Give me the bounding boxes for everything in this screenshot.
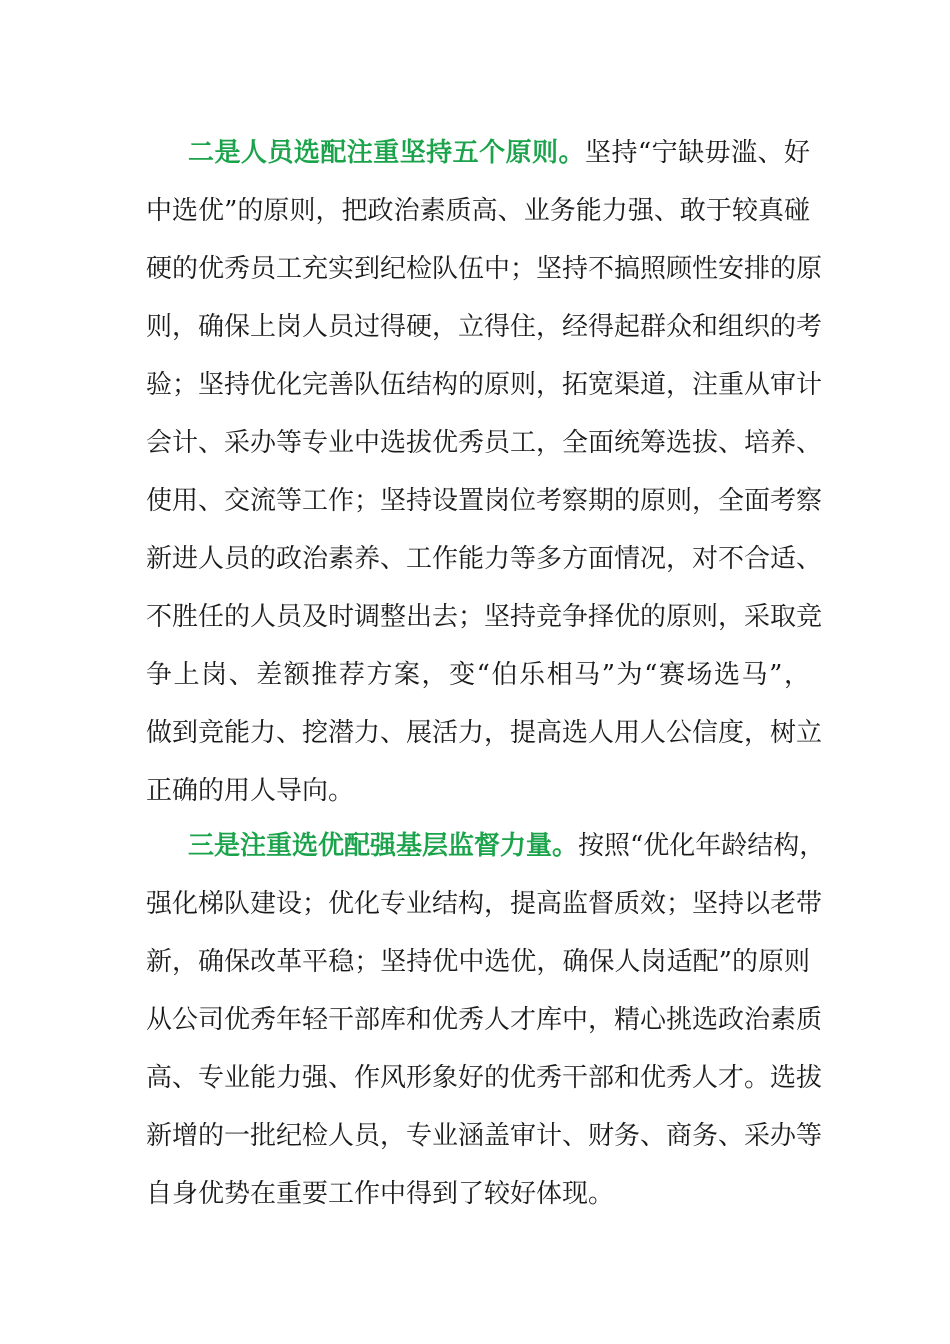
paragraph-grassroots-supervision [146, 817, 826, 1223]
text-line: 强化梯队建设；优化专业结构，提高监督质效；坚持以老带 [146, 889, 823, 919]
text-line: 验；坚持优化完善队伍结构的原则，拓宽渠道，注重从审计 [146, 370, 823, 400]
paragraph-personnel-selection [146, 124, 823, 820]
body-text: 坚持“宁缺毋滥、好 [584, 138, 810, 168]
text-line: 自身优势在重要工作中得到了较好体现。 [146, 1179, 615, 1209]
text-line: 争上岗、差额推荐方案，变“伯乐相马”为“赛场选马”， [146, 660, 810, 690]
text-line: 硬的优秀员工充实到纪检队伍中；坚持不搞照顾性安排的原 [146, 254, 823, 284]
text-line: 使用、交流等工作；坚持设置岗位考察期的原则，全面考察 [146, 486, 823, 516]
text-line: 中选优”的原则，把政治素质高、业务能力强、敢于较真碰 [146, 196, 810, 226]
paragraph-first-line [146, 124, 810, 182]
text-line: 新增的一批纪检人员，专业涵盖审计、财务、商务、采办等 [146, 1121, 823, 1151]
text-line: 新，确保改革平稳；坚持优中选优，确保人岗适配”的原则 [146, 947, 810, 977]
lead-heading: 二是人员选配注重坚持五个原则。 [188, 138, 585, 168]
lead-heading: 三是注重选优配强基层监督力量。 [188, 831, 579, 861]
text-line: 不胜任的人员及时调整出去；坚持竞争择优的原则，采取竞 [146, 602, 823, 632]
paragraph-first-line [146, 817, 826, 875]
text-line: 从公司优秀年轻干部库和优秀人才库中，精心挑选政治素质 [146, 1005, 823, 1035]
text-line: 做到竞能力、挖潜力、展活力，提高选人用人公信度，树立 [146, 718, 823, 748]
text-line: 新进人员的政治素养、工作能力等多方面情况，对不合适、 [146, 544, 823, 574]
text-line: 则，确保上岗人员过得硬，立得住，经得起群众和组织的考 [146, 312, 823, 342]
text-line: 高、专业能力强、作风形象好的优秀干部和优秀人才。选拔 [146, 1063, 823, 1093]
body-text: 按照“优化年龄结构， [578, 831, 826, 861]
text-line: 会计、采办等专业中选拔优秀员工，全面统筹选拔、培养、 [146, 428, 823, 458]
text-line: 正确的用人导向。 [146, 776, 355, 806]
